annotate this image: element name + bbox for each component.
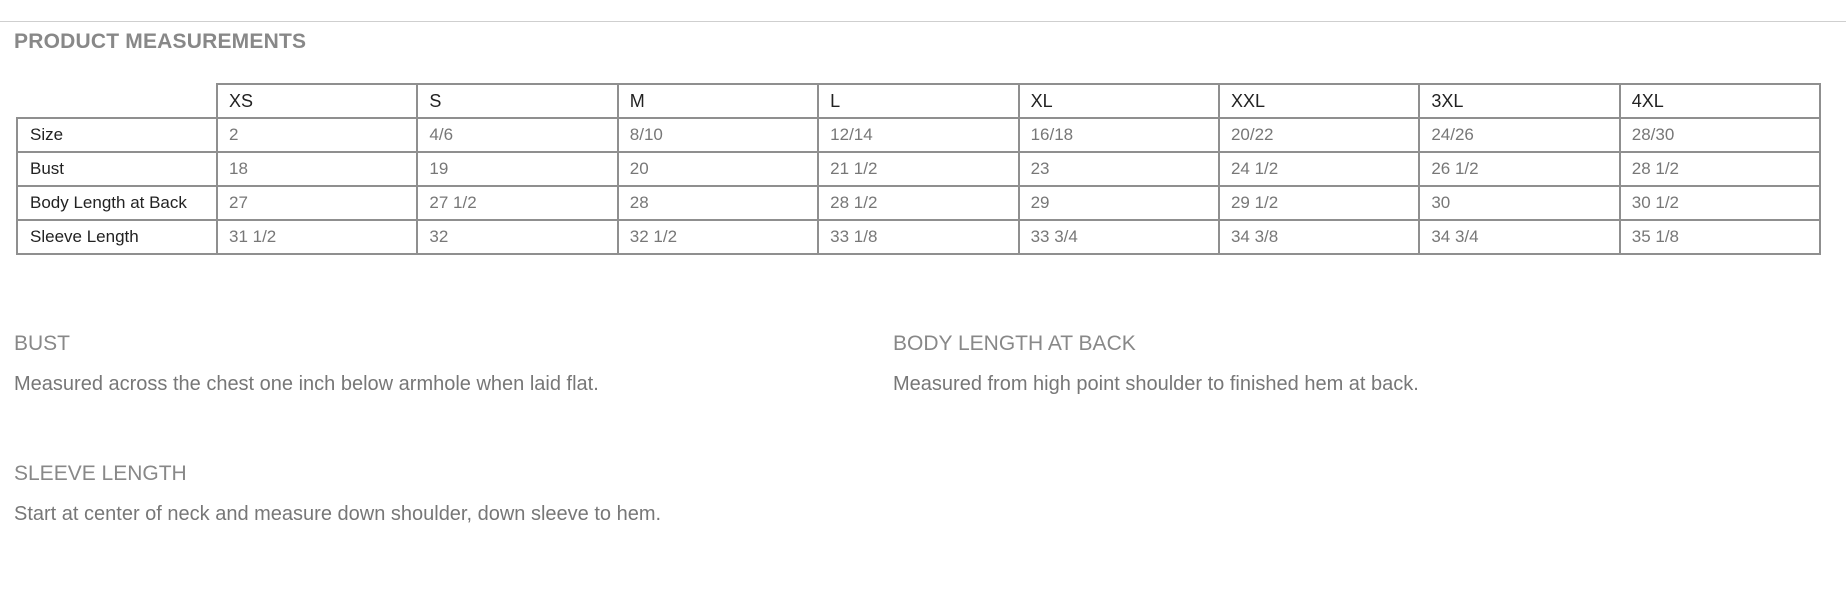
table-cell: 33 3/4 [1019, 220, 1219, 254]
table-cell: 12/14 [818, 118, 1018, 152]
table-cell: 24 1/2 [1219, 152, 1419, 186]
table-row [17, 118, 1820, 152]
top-divider [0, 21, 1846, 22]
column-header: XXL [1219, 84, 1419, 118]
definition-title: SLEEVE LENGTH [14, 462, 187, 485]
table-cell: 24/26 [1419, 118, 1619, 152]
table-cell: 28 [618, 186, 818, 220]
table-cell: 26 1/2 [1419, 152, 1619, 186]
sleeve-length-definition [14, 462, 661, 526]
definition-title: BODY LENGTH AT BACK [893, 332, 1136, 355]
table-cell: 29 [1019, 186, 1219, 220]
table-cell: 31 1/2 [217, 220, 417, 254]
bust-definition [14, 332, 599, 396]
column-header: M [618, 84, 818, 118]
definition-title: BUST [14, 332, 71, 355]
table-cell: 32 [417, 220, 617, 254]
table-cell: 28 1/2 [1620, 152, 1820, 186]
table-cell: 18 [217, 152, 417, 186]
row-label: Size [17, 118, 217, 152]
table-cell: 29 1/2 [1219, 186, 1419, 220]
table-cell: 27 [217, 186, 417, 220]
table-cell: 33 1/8 [818, 220, 1018, 254]
row-label: Bust [17, 152, 217, 186]
table-cell: 4/6 [417, 118, 617, 152]
table-cell: 28 1/2 [818, 186, 1018, 220]
table-cell: 28/30 [1620, 118, 1820, 152]
definition-text: Start at center of neck and measure down shoulder, down sleeve to hem. [14, 503, 662, 525]
table-cell: 32 1/2 [618, 220, 818, 254]
column-header: L [818, 84, 1018, 118]
column-header: S [417, 84, 617, 118]
table-cell: 34 3/4 [1419, 220, 1619, 254]
table-cell: 23 [1019, 152, 1219, 186]
table-cell: 19 [417, 152, 617, 186]
column-header: XL [1019, 84, 1219, 118]
table-row [17, 152, 1820, 186]
table-cell: 27 1/2 [417, 186, 617, 220]
table-cell: 8/10 [618, 118, 818, 152]
definition-text: Measured from high point shoulder to finished hem at back. [893, 373, 1419, 395]
table-cell: 34 3/8 [1219, 220, 1419, 254]
table-row [17, 220, 1820, 254]
table-cell: 21 1/2 [818, 152, 1018, 186]
column-header: 3XL [1419, 84, 1619, 118]
table-header-row [17, 84, 1820, 118]
body-length-definition [893, 332, 1419, 396]
section-title: PRODUCT MEASUREMENTS [14, 30, 307, 53]
table-cell: 20/22 [1219, 118, 1419, 152]
row-label: Sleeve Length [17, 220, 217, 254]
table-row [17, 186, 1820, 220]
table-corner-cell [17, 84, 217, 118]
measurements-table [16, 83, 1821, 255]
table-cell: 35 1/8 [1620, 220, 1820, 254]
table-cell: 30 1/2 [1620, 186, 1820, 220]
definition-text: Measured across the chest one inch below armhole when laid flat. [14, 373, 599, 395]
column-header: XS [217, 84, 417, 118]
table-cell: 20 [618, 152, 818, 186]
table-cell: 30 [1419, 186, 1619, 220]
table-cell: 16/18 [1019, 118, 1219, 152]
table-cell: 2 [217, 118, 417, 152]
row-label: Body Length at Back [17, 186, 217, 220]
column-header: 4XL [1620, 84, 1820, 118]
